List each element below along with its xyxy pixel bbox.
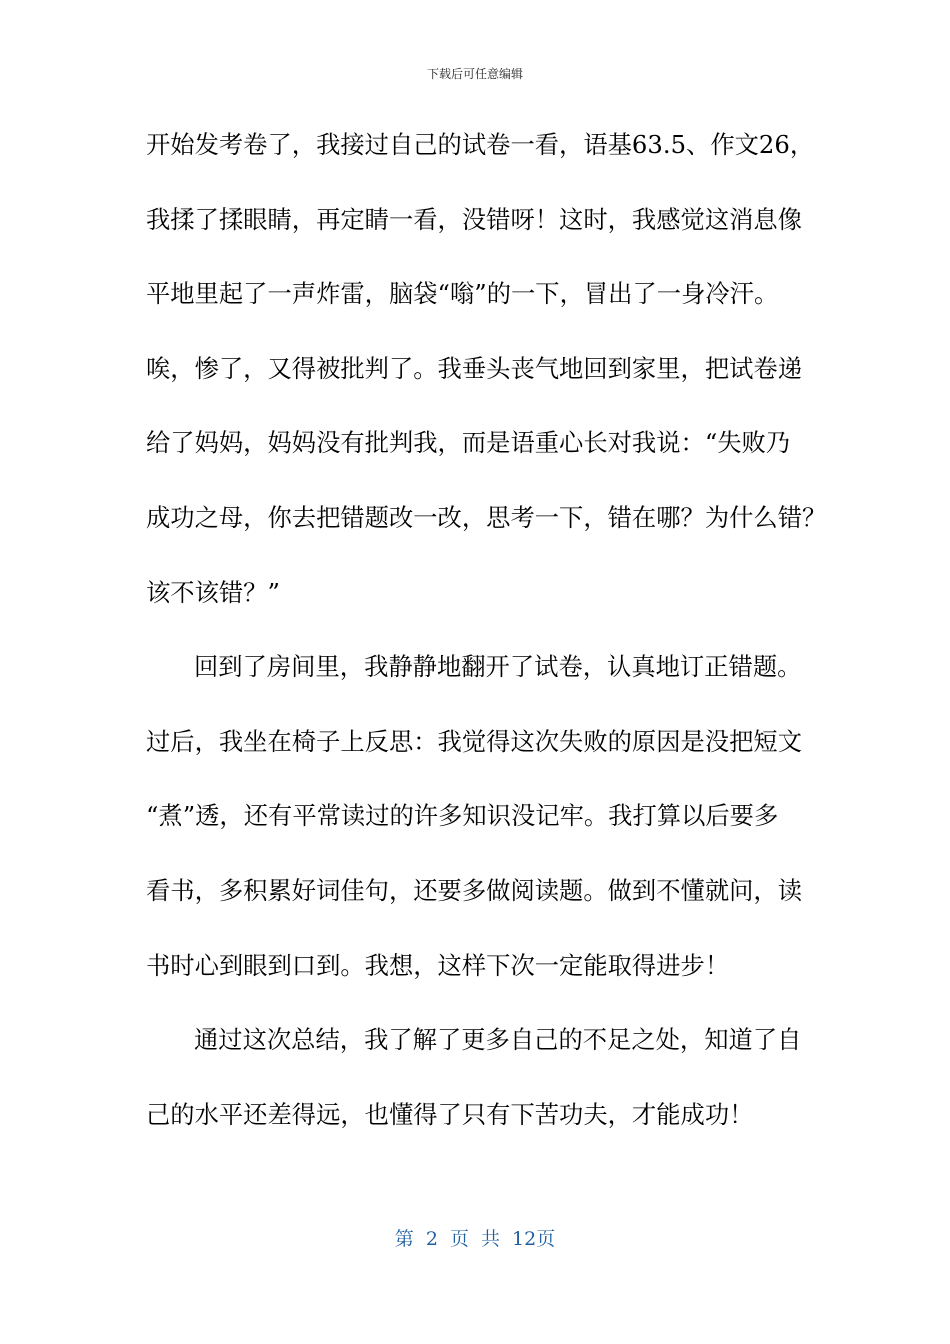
- text-line: “煮”透，还有平常读过的许多知识没记牢。我打算以后要多: [146, 801, 779, 831]
- page-number-footer: 第 2 页 共 12页: [394, 1228, 556, 1250]
- paragraph-start-line: 回到了房间里，我静静地翻开了试卷，认真地订正错题。: [194, 652, 802, 682]
- paragraph-start-line: 通过这次总结，我了解了更多自己的不足之处，知道了自: [194, 1025, 802, 1055]
- text-line: 给了妈妈，妈妈没有批判我，而是语重心长对我说：“失败乃: [146, 428, 791, 458]
- text-line: 过后，我坐在椅子上反思：我觉得这次失败的原因是没把短文: [146, 726, 803, 756]
- text-line: 成功之母，你去把错题改一改，思考一下，错在哪？为什么错？: [146, 502, 827, 532]
- text-line: 己的水平还差得远，也懂得了只有下苦功夫，才能成功！: [146, 1099, 754, 1129]
- text-line: 该不该错？”: [146, 577, 280, 607]
- page-header: 下载后可任意编辑: [426, 67, 523, 81]
- text-line: 平地里起了一声炸雷，脑袋“嗡”的一下，冒出了一身冷汗。: [146, 279, 779, 309]
- text-line: 唉，惨了，又得被批判了。我垂头丧气地回到家里，把试卷递: [146, 353, 803, 383]
- text-line: 看书，多积累好词佳句，还要多做阅读题。做到不懂就问，读: [146, 875, 803, 905]
- text-line: 我揉了揉眼睛，再定睛一看，没错呀！这时，我感觉这消息像: [146, 204, 803, 234]
- document-body: [146, 125, 827, 1169]
- text-line: 开始发考卷了，我接过自己的试卷一看，语基63.5、作文26，: [146, 130, 815, 159]
- text-line: 书时心到眼到口到。我想，这样下次一定能取得进步！: [146, 950, 730, 980]
